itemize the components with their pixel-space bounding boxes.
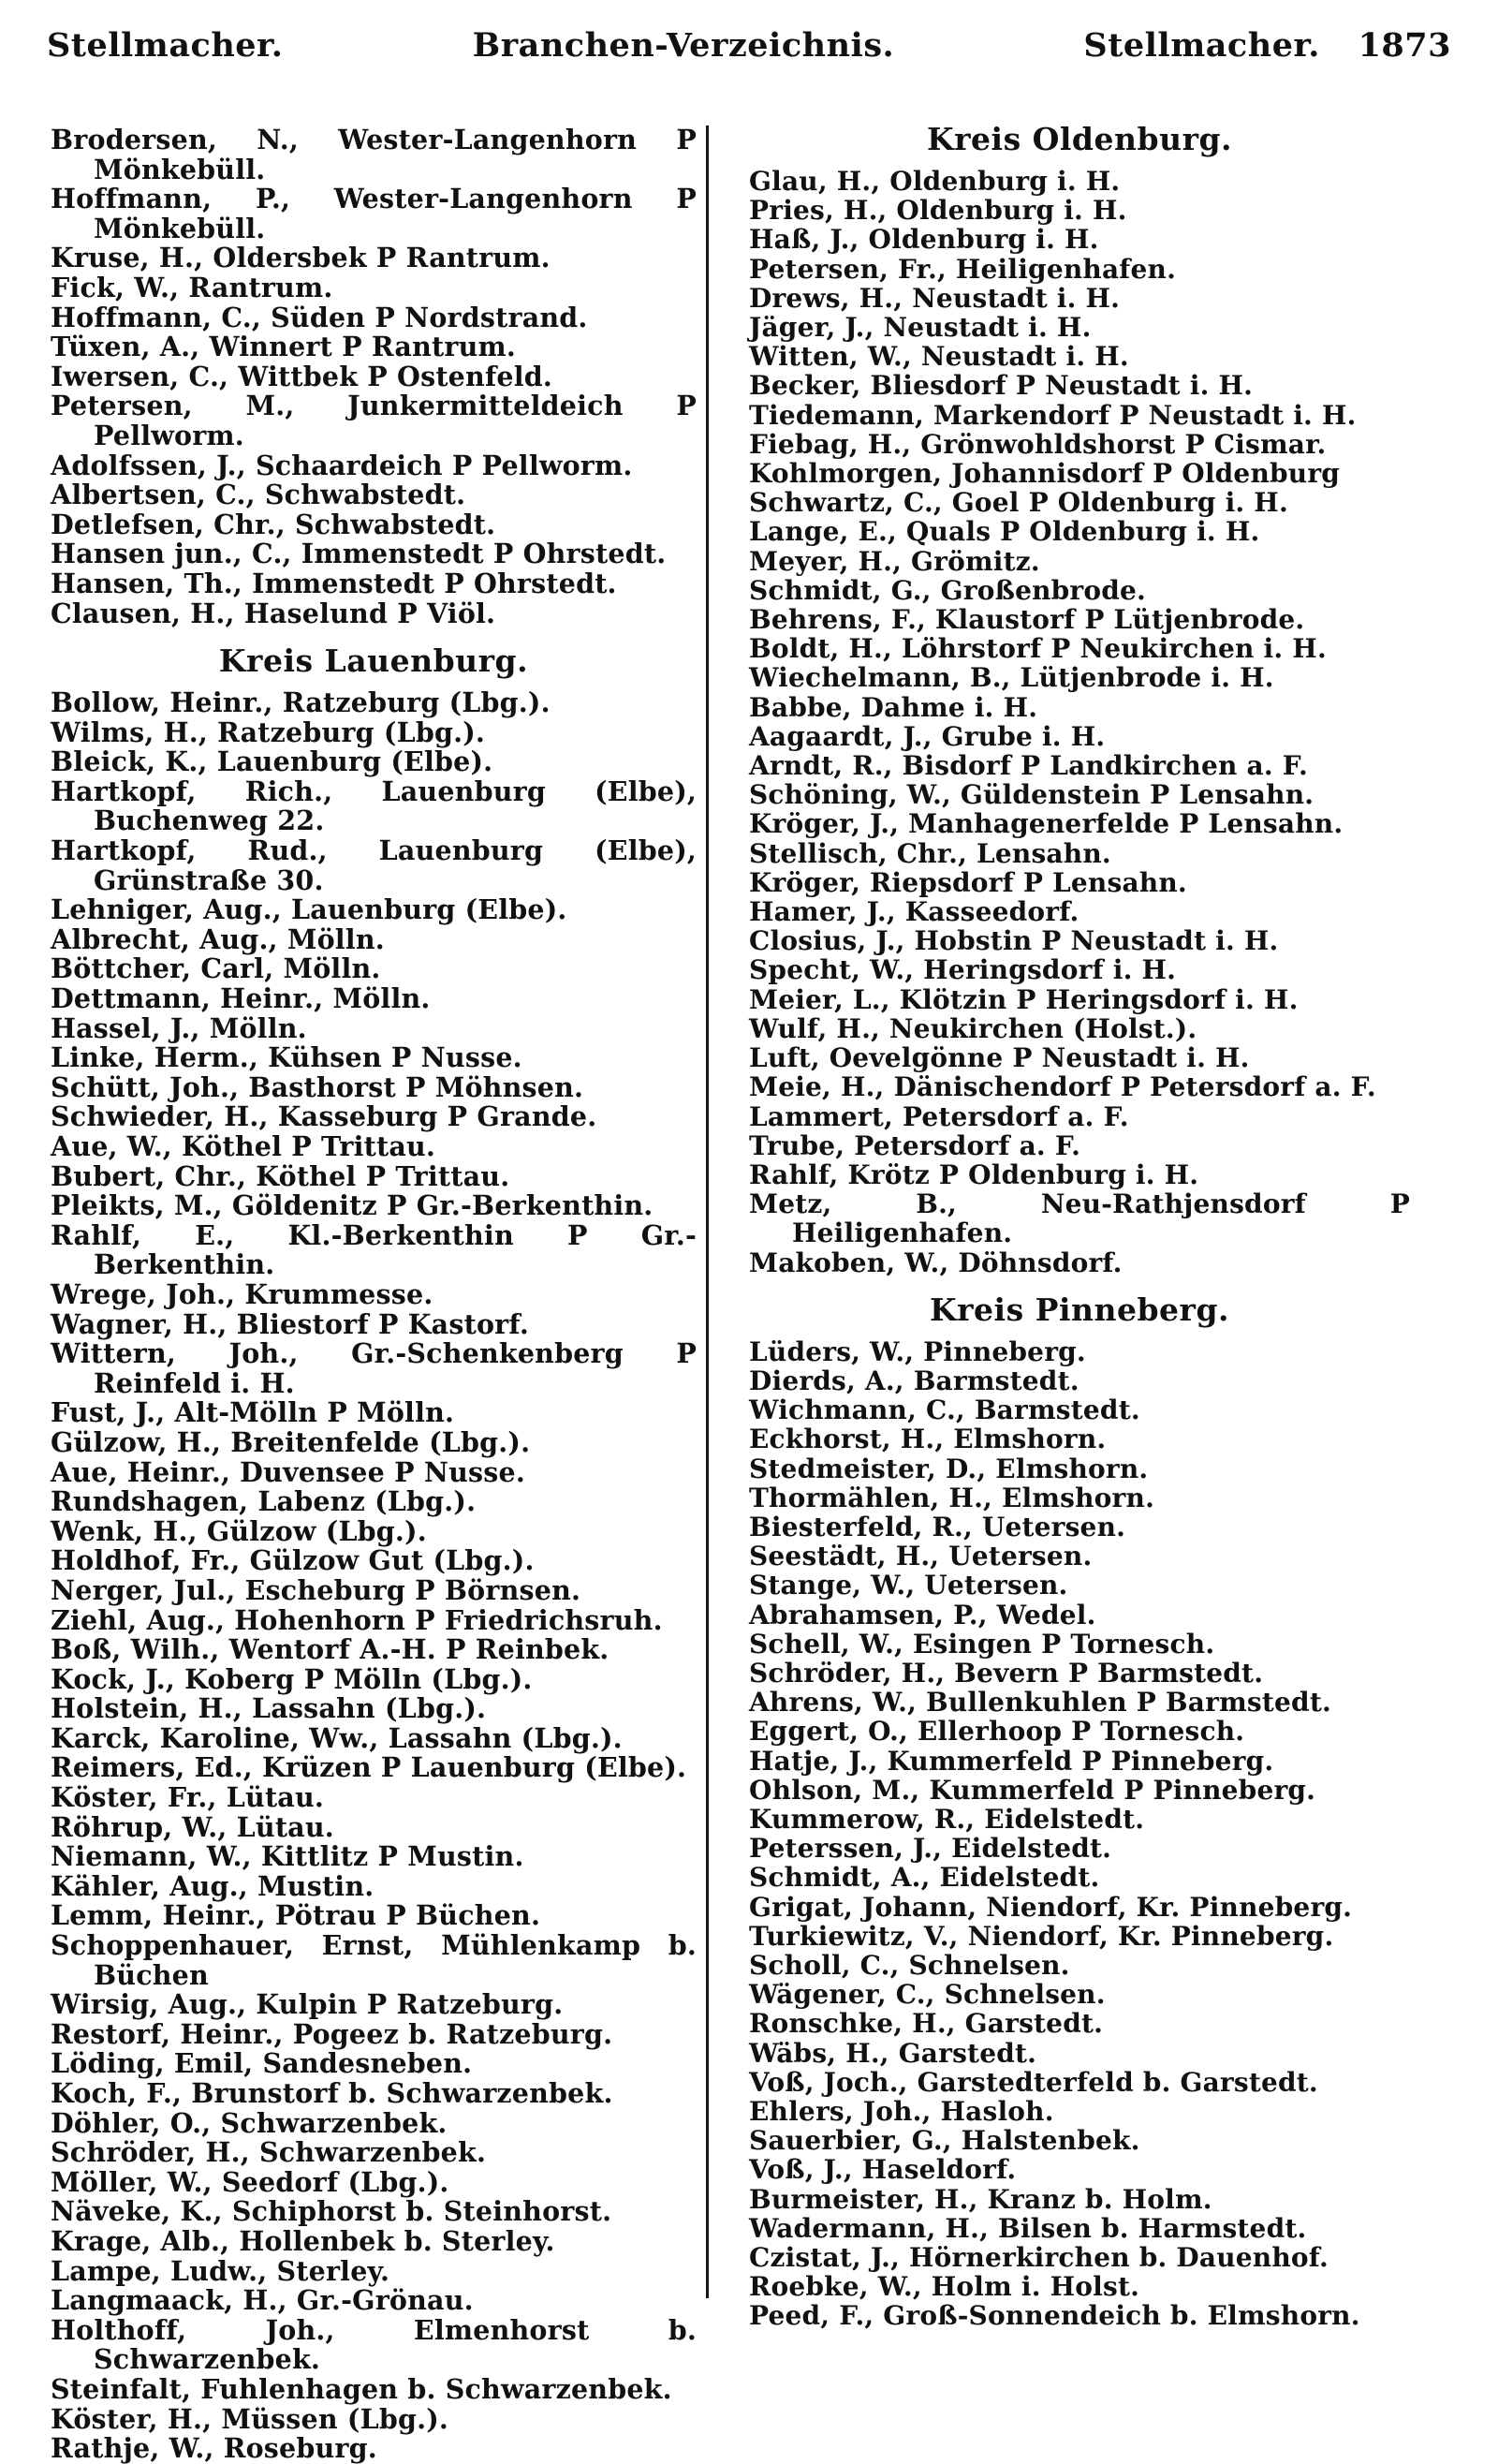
directory-entry: Restorf, Heinr., Pogeez b. Ratzeburg. bbox=[51, 2017, 613, 2050]
left-entries-lauenburg bbox=[51, 688, 697, 2464]
directory-entry: Dettmann, Heinr., Mölln. bbox=[51, 982, 431, 1015]
directory-entry: Ziehl, Aug., Hohenhorn P Friedrichsruh. bbox=[51, 1603, 663, 1636]
directory-entry: Möller, W., Seedorf (Lbg.). bbox=[51, 2165, 449, 2198]
directory-entry: Biesterfeld, R., Uetersen. bbox=[749, 1511, 1126, 1542]
directory-entry: Hartkopf, Rich., Lauenburg (Elbe), Buchenweg 22. bbox=[51, 775, 697, 837]
directory-entry: Meier, L., Klötzin P Heringsdorf i. H. bbox=[749, 983, 1299, 1015]
directory-entry: Kruse, H., Oldersbek P Rantrum. bbox=[51, 242, 551, 274]
directory-entry: Wagner, H., Bliestorf P Kastorf. bbox=[51, 1307, 529, 1340]
directory-entry: Bleick, K., Lauenburg (Elbe). bbox=[51, 745, 493, 778]
directory-entry: Thormählen, H., Elmshorn. bbox=[749, 1482, 1155, 1513]
directory-entry: Witten, W., Neustadt i. H. bbox=[749, 341, 1129, 373]
directory-entry: Abrahamsen, P., Wedel. bbox=[749, 1599, 1096, 1630]
directory-entry: Rahlf, Krötz P Oldenburg i. H. bbox=[749, 1158, 1199, 1190]
directory-entry: Schwartz, C., Goel P Oldenburg i. H. bbox=[749, 487, 1288, 519]
directory-entry: Linke, Herm., Kühsen P Nusse. bbox=[51, 1041, 522, 1074]
directory-entry: Schoppenhauer, Ernst, Mühlenkamp b. Büchen bbox=[51, 1929, 697, 1991]
directory-entry: Dierds, A., Barmstedt. bbox=[749, 1365, 1079, 1396]
directory-entry: Peterssen, J., Eidelstedt. bbox=[749, 1833, 1112, 1865]
directory-entry: Lammert, Petersdorf a. F. bbox=[749, 1100, 1129, 1132]
header-right-title: Stellmacher. bbox=[1083, 26, 1320, 65]
directory-entry: Holdhof, Fr., Gülzow Gut (Lbg.). bbox=[51, 1544, 535, 1577]
directory-entry: Schöning, W., Güldenstein P Lensahn. bbox=[749, 779, 1314, 811]
directory-entry: Nerger, Jul., Escheburg P Börnsen. bbox=[51, 1573, 581, 1606]
directory-entry: Aagaardt, J., Grube i. H. bbox=[749, 720, 1106, 752]
directory-entry: Holthoff, Joh., Elmenhorst b. Schwarzenbek. bbox=[51, 2313, 697, 2376]
directory-entry: Hartkopf, Rud., Lauenburg (Elbe), Grünstraße 30. bbox=[51, 834, 697, 896]
directory-entry: Lehniger, Aug., Lauenburg (Elbe). bbox=[51, 893, 567, 926]
directory-entry: Hoffmann, P., Wester-Langenhorn P Mönkebüll. bbox=[51, 183, 697, 244]
directory-entry: Arndt, R., Bisdorf P Landkirchen a. F. bbox=[749, 750, 1308, 782]
directory-entry: Drews, H., Neustadt i. H. bbox=[749, 282, 1121, 314]
directory-entry: Turkiewitz, V., Niendorf, Kr. Pinneberg. bbox=[749, 1920, 1334, 1952]
directory-entry: Koch, F., Brunstorf b. Schwarzenbek. bbox=[51, 2077, 613, 2109]
directory-entry: Meie, H., Dänischendorf P Petersdorf a. F. bbox=[749, 1071, 1376, 1103]
directory-entry: Schröder, H., Schwarzenbek. bbox=[51, 2136, 487, 2169]
directory-entry: Stedmeister, D., Elmshorn. bbox=[749, 1453, 1149, 1484]
directory-entry: Böttcher, Carl, Mölln. bbox=[51, 952, 381, 985]
directory-entry: Köster, Fr., Lütau. bbox=[51, 1781, 325, 1814]
directory-entry: Seestädt, H., Uetersen. bbox=[749, 1541, 1093, 1572]
directory-entry: Rahlf, E., Kl.-Berkenthin P Gr.-Berkenthin. bbox=[51, 1218, 697, 1281]
directory-entry: Albrecht, Aug., Mölln. bbox=[51, 922, 385, 955]
directory-entry: Näveke, K., Schiphorst b. Steinhorst. bbox=[51, 2195, 612, 2228]
directory-entry: Specht, W., Heringsdorf i. H. bbox=[749, 954, 1177, 986]
directory-entry: Behrens, F., Klaustorf P Lütjenbrode. bbox=[749, 604, 1305, 636]
directory-entry: Fick, W., Rantrum. bbox=[51, 271, 333, 303]
directory-entry: Fust, J., Alt-Mölln P Mölln. bbox=[51, 1396, 455, 1429]
directory-entry: Kohlmorgen, Johannisdorf P Oldenburg bbox=[749, 458, 1341, 490]
directory-entry: Petersen, Fr., Heiligenhafen. bbox=[749, 253, 1177, 285]
directory-entry: Closius, J., Hobstin P Neustadt i. H. bbox=[749, 925, 1279, 957]
directory-entry: Wulf, H., Neukirchen (Holst.). bbox=[749, 1012, 1197, 1044]
directory-entry: Schmidt, G., Großenbrode. bbox=[749, 574, 1146, 606]
directory-entry: Burmeister, H., Kranz b. Holm. bbox=[749, 2183, 1212, 2215]
directory-entry: Iwersen, C., Wittbek P Ostenfeld. bbox=[51, 360, 553, 392]
directory-entry: Hansen jun., C., Immenstedt P Ohrstedt. bbox=[51, 538, 667, 570]
section-title-pinneberg: Kreis Pinneberg. bbox=[929, 1291, 1230, 1328]
directory-entry: Roebke, W., Holm i. Holst. bbox=[749, 2271, 1140, 2303]
directory-entry: Niemann, W., Kittlitz P Mustin. bbox=[51, 1840, 524, 1873]
directory-entry: Lemm, Heinr., Pötrau P Büchen. bbox=[51, 1899, 541, 1932]
directory-entry: Hatje, J., Kummerfeld P Pinneberg. bbox=[749, 1745, 1274, 1777]
directory-entry: Trube, Petersdorf a. F. bbox=[749, 1129, 1081, 1161]
directory-entry: Wirsig, Aug., Kulpin P Ratzeburg. bbox=[51, 1988, 564, 2021]
directory-entry: Schell, W., Esingen P Tornesch. bbox=[749, 1628, 1215, 1660]
directory-entry: Pries, H., Oldenburg i. H. bbox=[749, 195, 1127, 227]
directory-entry: Lange, E., Quals P Oldenburg i. H. bbox=[749, 516, 1260, 548]
directory-entry: Röhrup, W., Lütau. bbox=[51, 1810, 334, 1843]
directory-entry: Hansen, Th., Immenstedt P Ohrstedt. bbox=[51, 567, 617, 599]
directory-entry: Wägener, C., Schnelsen. bbox=[749, 1979, 1106, 2011]
directory-entry: Kröger, Riepsdorf P Lensahn. bbox=[749, 866, 1187, 898]
directory-entry: Eggert, O., Ellerhoop P Tornesch. bbox=[749, 1716, 1245, 1748]
directory-entry: Lüders, W., Pinneberg. bbox=[749, 1335, 1086, 1367]
directory-entry: Kähler, Aug., Mustin. bbox=[51, 1869, 374, 1902]
directory-entry: Schmidt, A., Eidelstedt. bbox=[749, 1862, 1100, 1894]
columns bbox=[47, 84, 1451, 2464]
directory-entry: Stellisch, Chr., Lensahn. bbox=[749, 837, 1111, 869]
directory-entry: Clausen, H., Haselund P Viöl. bbox=[51, 597, 496, 629]
directory-entry: Wrege, Joh., Krummesse. bbox=[51, 1277, 433, 1310]
directory-entry: Ehlers, Joh., Hasloh. bbox=[749, 2096, 1054, 2127]
directory-entry: Wilms, H., Ratzeburg (Lbg.). bbox=[51, 716, 486, 748]
directory-entry: Haß, J., Oldenburg i. H. bbox=[749, 224, 1099, 256]
directory-entry: Wadermann, H., Bilsen b. Harmstedt. bbox=[749, 2212, 1307, 2244]
directory-entry: Döhler, O., Schwarzenbek. bbox=[51, 2106, 448, 2139]
directory-entry: Babbe, Dahme i. H. bbox=[749, 691, 1038, 723]
directory-entry: Hassel, J., Mölln. bbox=[51, 1011, 307, 1044]
directory-entry: Ronschke, H., Garstedt. bbox=[749, 2008, 1104, 2040]
directory-entry: Schröder, H., Bevern P Barmstedt. bbox=[749, 1657, 1264, 1689]
directory-entry: Kröger, J., Manhagenerfelde P Lensahn. bbox=[749, 808, 1344, 840]
directory-entry: Detlefsen, Chr., Schwabstedt. bbox=[51, 508, 496, 540]
directory-entry: Aue, W., Köthel P Trittau. bbox=[51, 1130, 436, 1162]
directory-entry: Glau, H., Oldenburg i. H. bbox=[749, 166, 1121, 197]
directory-entry: Wäbs, H., Garstedt. bbox=[749, 2037, 1037, 2069]
header-right bbox=[1083, 26, 1451, 65]
page-header bbox=[47, 26, 1451, 84]
section-title-oldenburg: Kreis Oldenburg. bbox=[926, 121, 1233, 157]
directory-entry: Stange, W., Uetersen. bbox=[749, 1570, 1068, 1601]
directory-entry: Bollow, Heinr., Ratzeburg (Lbg.). bbox=[51, 686, 551, 719]
directory-entry: Rundshagen, Labenz (Lbg.). bbox=[51, 1485, 477, 1518]
directory-entry: Langmaack, H., Gr.-Grönau. bbox=[51, 2284, 474, 2317]
directory-entry: Ohlson, M., Kummerfeld P Pinneberg. bbox=[749, 1774, 1316, 1806]
directory-entry: Kock, J., Koberg P Mölln (Lbg.). bbox=[51, 1662, 533, 1695]
directory-entry: Wichmann, C., Barmstedt. bbox=[749, 1394, 1140, 1426]
directory-entry: Meyer, H., Grömitz. bbox=[749, 545, 1040, 577]
directory-entry: Grigat, Johann, Niendorf, Kr. Pinneberg. bbox=[749, 1891, 1353, 1923]
directory-entry: Reimers, Ed., Krüzen P Lauenburg (Elbe). bbox=[51, 1751, 687, 1784]
directory-entry: Hoffmann, C., Süden P Nordstrand. bbox=[51, 301, 588, 333]
directory-entry: Bubert, Chr., Köthel P Trittau. bbox=[51, 1159, 510, 1192]
right-entries-pinneberg bbox=[749, 1337, 1410, 2331]
directory-entry: Voß, J., Haseldorf. bbox=[749, 2154, 1017, 2186]
directory-entry: Lampe, Ludw., Sterley. bbox=[51, 2254, 390, 2287]
directory-entry: Krage, Alb., Hollenbek b. Sterley. bbox=[51, 2224, 555, 2257]
directory-entry: Karck, Karoline, Ww., Lassahn (Lbg.). bbox=[51, 1721, 623, 1754]
header-center-title: Branchen-Verzeichnis. bbox=[472, 26, 895, 65]
directory-entry: Schwieder, H., Kasseburg P Grande. bbox=[51, 1100, 597, 1133]
directory-entry: Scholl, C., Schnelsen. bbox=[749, 1949, 1070, 1981]
directory-entry: Gülzow, H., Breitenfelde (Lbg.). bbox=[51, 1425, 531, 1458]
directory-entry: Pleikts, M., Göldenitz P Gr.-Berkenthin. bbox=[51, 1189, 654, 1222]
section-title-lauenburg: Kreis Lauenburg. bbox=[218, 642, 529, 680]
directory-entry: Voß, Joch., Garstedterfeld b. Garstedt. bbox=[749, 2066, 1318, 2098]
directory-entry: Ahrens, W., Bullenkuhlen P Barmstedt. bbox=[749, 1687, 1331, 1719]
directory-entry: Holstein, H., Lassahn (Lbg.). bbox=[51, 1692, 487, 1725]
directory-entry: Aue, Heinr., Duvensee P Nusse. bbox=[51, 1455, 525, 1488]
directory-entry: Schütt, Joh., Basthorst P Möhnsen. bbox=[51, 1070, 584, 1103]
directory-entry: Boldt, H., Löhrstorf P Neukirchen i. H. bbox=[749, 633, 1327, 665]
right-entries-oldenburg bbox=[749, 167, 1410, 1277]
directory-entry: Sauerbier, G., Halstenbek. bbox=[749, 2125, 1140, 2157]
directory-entry: Steinfalt, Fuhlenhagen b. Schwarzenbek. bbox=[51, 2372, 672, 2405]
directory-entry: Eckhorst, H., Elmshorn. bbox=[749, 1424, 1107, 1455]
directory-entry: Wenk, H., Gülzow (Lbg.). bbox=[51, 1514, 427, 1547]
directory-entry: Köster, H., Müssen (Lbg.). bbox=[51, 2402, 449, 2435]
left-entries-top bbox=[51, 125, 697, 628]
directory-entry: Brodersen, N., Wester-Langenhorn P Mönkebüll. bbox=[51, 124, 697, 185]
column-divider bbox=[706, 125, 709, 2298]
right-column bbox=[749, 84, 1410, 2369]
directory-entry: Tiedemann, Markendorf P Neustadt i. H. bbox=[749, 399, 1357, 431]
directory-entry: Löding, Emil, Sandesneben. bbox=[51, 2047, 473, 2080]
directory-entry: Rathje, W., Roseburg. bbox=[51, 2432, 377, 2464]
directory-entry: Petersen, M., Junkermitteldeich P Pellworm. bbox=[51, 390, 697, 451]
left-column bbox=[47, 84, 697, 2464]
directory-entry: Wiechelmann, B., Lütjenbrode i. H. bbox=[749, 662, 1274, 694]
directory-entry: Fiebag, H., Grönwohldshorst P Cismar. bbox=[749, 428, 1327, 460]
directory-entry: Czistat, J., Hörnerkirchen b. Dauenhof. bbox=[749, 2242, 1329, 2274]
directory-entry: Becker, Bliesdorf P Neustadt i. H. bbox=[749, 370, 1254, 402]
directory-entry: Adolfssen, J., Schaardeich P Pellworm. bbox=[51, 449, 633, 481]
directory-entry: Wittern, Joh., Gr.-Schenkenberg P Reinfeld i. H. bbox=[51, 1337, 697, 1399]
directory-entry: Hamer, J., Kasseedorf. bbox=[749, 896, 1079, 928]
directory-entry: Luft, Oevelgönne P Neustadt i. H. bbox=[749, 1042, 1250, 1074]
directory-entry: Kummerow, R., Eidelstedt. bbox=[749, 1803, 1145, 1835]
directory-entry: Albertsen, C., Schwabstedt. bbox=[51, 479, 466, 511]
directory-entry: Metz, B., Neu-Rathjensdorf P Heiligenhafen. bbox=[749, 1188, 1410, 1249]
directory-entry: Peed, F., Groß-Sonnendeich b. Elmshorn. bbox=[749, 2300, 1360, 2332]
directory-entry: Jäger, J., Neustadt i. H. bbox=[749, 312, 1092, 344]
directory-entry: Makoben, W., Döhnsdorf. bbox=[749, 1247, 1123, 1278]
header-left-title: Stellmacher. bbox=[47, 26, 284, 65]
directory-entry: Boß, Wilh., Wentorf A.-H. P Reinbek. bbox=[51, 1633, 609, 1666]
page-number: 1873 bbox=[1358, 26, 1451, 65]
directory-entry: Tüxen, A., Winnert P Rantrum. bbox=[51, 331, 516, 363]
